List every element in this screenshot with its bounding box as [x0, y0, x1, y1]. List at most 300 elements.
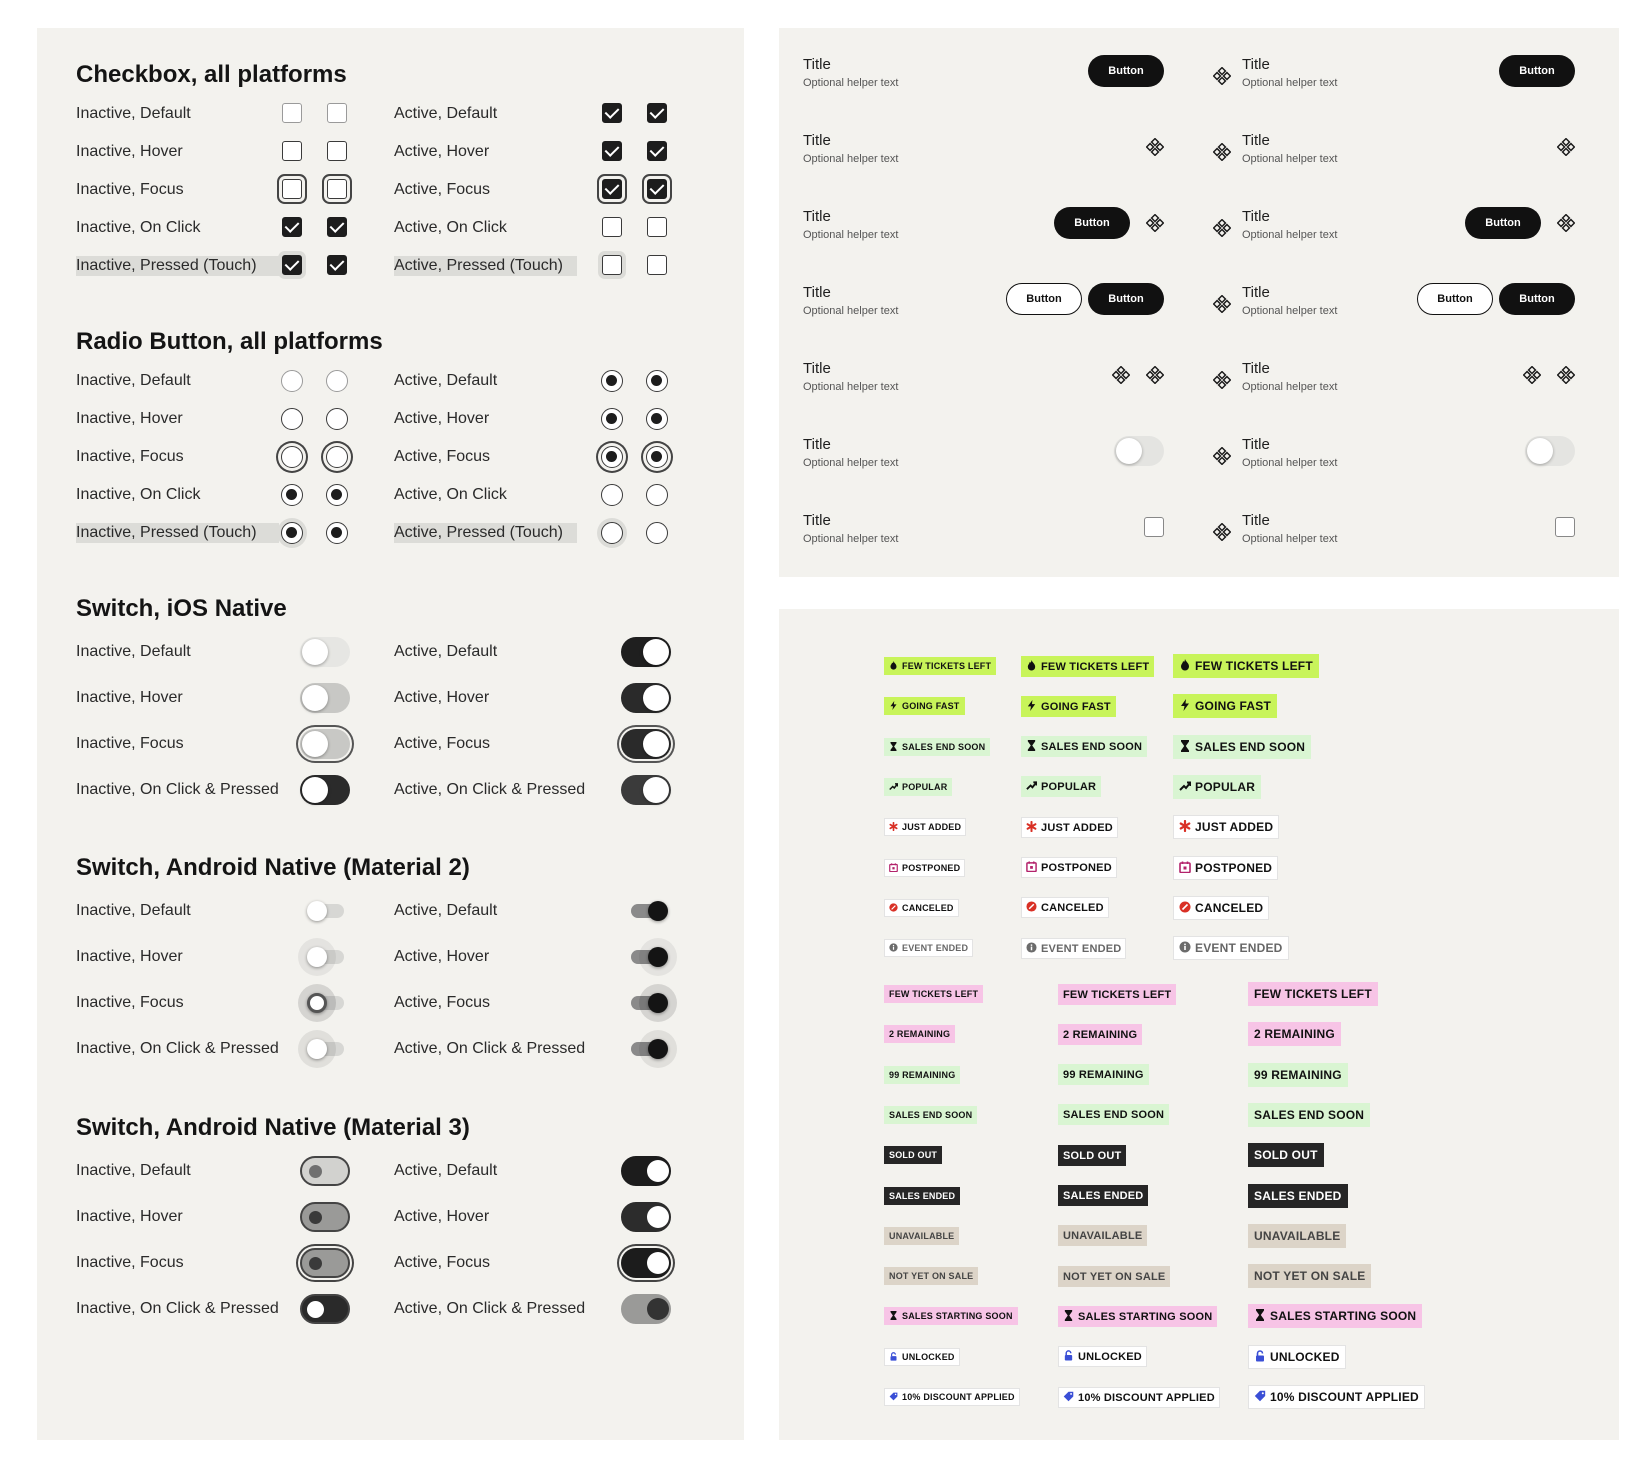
badge-label: POPULAR — [902, 782, 948, 792]
radio-inactive-pressed-label: Inactive, Pressed (Touch) — [76, 523, 279, 543]
ios-switch-section-title: Switch, iOS Native — [76, 595, 287, 622]
checkbox[interactable] — [282, 217, 302, 237]
cancel-icon — [1026, 901, 1037, 915]
sales-end-soon-badge — [884, 1106, 977, 1124]
badge-label: JUST ADDED — [902, 822, 962, 832]
checkbox[interactable] — [602, 141, 622, 161]
canceled-badge — [1173, 896, 1269, 920]
badge-label: GOING FAST — [902, 701, 960, 711]
radio-active-focus-label: Active, Focus — [394, 448, 491, 465]
badge-label: 99 REMAINING — [1063, 1068, 1144, 1081]
bolt-icon — [889, 701, 898, 712]
ios-inactive-focus-label: Inactive, Focus — [76, 735, 184, 752]
unavailable-badge — [1058, 1225, 1147, 1246]
sales-ended-badge — [1058, 1185, 1148, 1206]
info-icon — [1026, 942, 1037, 956]
component-icon — [1213, 447, 1231, 465]
component-icon[interactable] — [1146, 138, 1164, 156]
checkbox[interactable] — [327, 103, 347, 123]
checkbox[interactable] — [282, 141, 302, 161]
checkbox[interactable] — [327, 217, 347, 237]
row-button[interactable]: Button — [1054, 207, 1130, 239]
discount-applied-badge — [1248, 1385, 1425, 1409]
radio-active-onclick-label: Active, On Click — [394, 486, 507, 503]
m2-active-pressed-label: Active, On Click & Pressed — [394, 1040, 586, 1057]
radio-inactive-hover-label: Inactive, Hover — [76, 410, 183, 427]
component-icon — [1213, 143, 1231, 161]
checkbox-active-focus-label: Active, Focus — [394, 181, 491, 198]
few-tickets-left-badge — [1058, 984, 1176, 1005]
m3-inactive-default-label: Inactive, Default — [76, 1162, 191, 1179]
badge-label: SALES END SOON — [902, 742, 986, 752]
bolt-icon — [1179, 699, 1191, 714]
radio-button[interactable] — [646, 446, 668, 468]
row-title: Title — [803, 436, 831, 453]
radio-section-title: Radio Button, all platforms — [76, 328, 383, 355]
going-fast-badge — [1173, 694, 1277, 718]
ios-inactive-default-label: Inactive, Default — [76, 643, 191, 660]
m2-active-focus-label: Active, Focus — [394, 994, 491, 1011]
going-fast-badge — [1021, 696, 1116, 717]
component-icon — [1213, 67, 1231, 85]
radio-button[interactable] — [281, 522, 303, 544]
ios-switch[interactable] — [300, 729, 350, 759]
row-checkbox[interactable] — [1144, 517, 1164, 537]
sold-out-badge — [1058, 1145, 1126, 1166]
row-title: Title — [1242, 208, 1270, 225]
ios-switch[interactable] — [621, 683, 671, 713]
lock-icon — [889, 1352, 898, 1363]
popular-badge — [1173, 775, 1261, 799]
checkbox[interactable] — [327, 179, 347, 199]
row-button[interactable]: Button — [1417, 283, 1493, 315]
row-helper-text: Optional helper text — [803, 153, 899, 165]
going-fast-badge — [884, 697, 965, 715]
few-tickets-left-badge — [1021, 656, 1154, 677]
row-helper-text: Optional helper text — [803, 305, 899, 317]
few-tickets-left-badge — [884, 985, 983, 1003]
radio-button[interactable] — [601, 522, 623, 544]
badge-label: 2 REMAINING — [1254, 1027, 1335, 1041]
row-helper-text: Optional helper text — [803, 229, 899, 241]
badge-label: CANCELED — [1041, 901, 1104, 914]
asterisk-icon — [1179, 820, 1191, 835]
badge-label: SOLD OUT — [1063, 1149, 1122, 1162]
radio-button[interactable] — [281, 446, 303, 468]
row-helper-text: Optional helper text — [1242, 77, 1338, 89]
cancel-icon — [889, 903, 898, 914]
row-helper-text: Optional helper text — [1242, 381, 1338, 393]
checkbox[interactable] — [327, 255, 347, 275]
badge-label: UNLOCKED — [1270, 1350, 1340, 1364]
tag-icon — [889, 1392, 898, 1403]
component-icon — [1213, 295, 1231, 313]
trend-icon — [1026, 780, 1037, 794]
sales-ended-badge — [884, 1187, 960, 1205]
badge-label: JUST ADDED — [1195, 820, 1274, 834]
hourglass-icon — [1179, 740, 1191, 755]
checkbox[interactable] — [282, 255, 302, 275]
badge-label: SALES STARTING SOON — [1078, 1310, 1213, 1323]
hourglass-icon — [1254, 1309, 1266, 1324]
radio-button[interactable] — [326, 408, 348, 430]
material3-switch[interactable] — [621, 1156, 671, 1186]
row-button[interactable]: Button — [1499, 283, 1575, 315]
ios-active-focus-label: Active, Focus — [394, 735, 491, 752]
material3-switch[interactable] — [621, 1248, 671, 1278]
info-icon — [889, 943, 898, 954]
badge-label: UNAVAILABLE — [1254, 1229, 1341, 1243]
radio-button[interactable] — [646, 408, 668, 430]
badge-label: FEW TICKETS LEFT — [1063, 988, 1172, 1001]
row-title: Title — [803, 512, 831, 529]
material3-switch[interactable] — [621, 1202, 671, 1232]
badge-label: POPULAR — [1041, 780, 1097, 793]
m2-active-default-label: Active, Default — [394, 902, 498, 919]
radio-button[interactable] — [646, 370, 668, 392]
radio-button[interactable] — [601, 446, 623, 468]
ios-switch[interactable] — [621, 775, 671, 805]
radio-button[interactable] — [281, 408, 303, 430]
ios-inactive-hover-label: Inactive, Hover — [76, 689, 183, 706]
checkbox[interactable] — [282, 103, 302, 123]
unavailable-badge — [1248, 1224, 1346, 1248]
remaining-count-badge — [1058, 1064, 1149, 1085]
row-title: Title — [1242, 56, 1270, 73]
remaining-count-badge — [1248, 1022, 1341, 1046]
radio-button[interactable] — [601, 408, 623, 430]
checkbox-section-title: Checkbox, all platforms — [76, 61, 347, 88]
row-title: Title — [803, 360, 831, 377]
checkbox[interactable] — [602, 217, 622, 237]
radio-inactive-onclick-label: Inactive, On Click — [76, 486, 201, 503]
trend-icon — [889, 782, 898, 793]
badge-label: 10% DISCOUNT APPLIED — [1078, 1391, 1215, 1404]
material3-switch[interactable] — [300, 1248, 350, 1278]
sold-out-badge — [884, 1146, 942, 1164]
just-added-badge — [1173, 815, 1279, 839]
remaining-count-badge — [1248, 1063, 1348, 1087]
badge-label: 2 REMAINING — [889, 1029, 951, 1039]
badge-label: SALES STARTING SOON — [1270, 1309, 1417, 1323]
badge-label: 99 REMAINING — [889, 1070, 956, 1080]
badge-label: FEW TICKETS LEFT — [902, 661, 992, 671]
remaining-count-badge — [1058, 1024, 1142, 1045]
m2-inactive-hover-label: Inactive, Hover — [76, 948, 183, 965]
component-icon[interactable] — [1146, 366, 1164, 384]
row-button[interactable]: Button — [1465, 207, 1541, 239]
m2-inactive-focus-label: Inactive, Focus — [76, 994, 184, 1011]
checkbox[interactable] — [327, 141, 347, 161]
m2-active-hover-label: Active, Hover — [394, 948, 490, 965]
asterisk-icon — [1026, 821, 1037, 835]
checkbox[interactable] — [647, 217, 667, 237]
badge-label: FEW TICKETS LEFT — [1195, 659, 1313, 673]
material2-switch[interactable] — [631, 950, 665, 964]
material2-switch[interactable] — [310, 1042, 344, 1056]
radio-inactive-default-label: Inactive, Default — [76, 372, 191, 389]
checkbox-active-default-label: Active, Default — [394, 105, 498, 122]
radio-active-hover-label: Active, Hover — [394, 410, 490, 427]
row-helper-text: Optional helper text — [1242, 153, 1338, 165]
badge-label: UNLOCKED — [902, 1352, 955, 1362]
badge-label: GOING FAST — [1195, 699, 1272, 713]
row-title: Title — [803, 132, 831, 149]
checkbox-active-hover-label: Active, Hover — [394, 143, 490, 160]
badge-label: UNLOCKED — [1078, 1350, 1142, 1363]
just-added-badge — [1021, 817, 1118, 838]
radio-button[interactable] — [601, 370, 623, 392]
radio-button[interactable] — [646, 484, 668, 506]
badge-label: GOING FAST — [1041, 700, 1111, 713]
badge-label: FEW TICKETS LEFT — [1041, 660, 1150, 673]
flame-icon — [1026, 660, 1037, 674]
hourglass-icon — [1026, 740, 1037, 754]
checkbox[interactable] — [602, 103, 622, 123]
row-helper-text: Optional helper text — [803, 533, 899, 545]
material2-switch[interactable] — [310, 904, 344, 918]
ios-switch[interactable] — [300, 683, 350, 713]
ios-switch[interactable] — [300, 637, 350, 667]
event-ended-badge — [1173, 936, 1289, 960]
checkbox[interactable] — [602, 255, 622, 275]
postponed-badge — [884, 859, 965, 877]
event-ended-badge — [1021, 938, 1126, 959]
checkbox-active-pressed-label: Active, Pressed (Touch) — [394, 256, 577, 276]
hourglass-icon — [889, 1311, 898, 1322]
material3-switch[interactable] — [621, 1294, 671, 1324]
badge-label: SOLD OUT — [889, 1150, 938, 1160]
sales-end-soon-badge — [1021, 736, 1147, 757]
radio-button[interactable] — [601, 484, 623, 506]
badge-label: CANCELED — [902, 903, 954, 913]
component-icon — [1213, 523, 1231, 541]
radio-inactive-focus-label: Inactive, Focus — [76, 448, 184, 465]
checkbox[interactable] — [647, 255, 667, 275]
unlocked-badge — [884, 1348, 960, 1366]
m3-inactive-focus-label: Inactive, Focus — [76, 1254, 184, 1271]
m3-active-hover-label: Active, Hover — [394, 1208, 490, 1225]
material2-switch[interactable] — [310, 996, 344, 1010]
ios-switch[interactable] — [300, 775, 350, 805]
asterisk-icon — [889, 822, 898, 833]
row-helper-text: Optional helper text — [1242, 229, 1338, 241]
badge-label: NOT YET ON SALE — [1063, 1270, 1166, 1283]
remaining-count-badge — [884, 1066, 960, 1084]
radio-button[interactable] — [281, 484, 303, 506]
badge-label: SALES END SOON — [1041, 740, 1143, 753]
badge-label: SALES STARTING SOON — [902, 1311, 1013, 1321]
few-tickets-left-badge — [1248, 982, 1378, 1006]
radio-button[interactable] — [646, 522, 668, 544]
ios-active-hover-label: Active, Hover — [394, 689, 490, 706]
m3-inactive-pressed-label: Inactive, On Click & Pressed — [76, 1300, 279, 1317]
row-helper-text: Optional helper text — [803, 381, 899, 393]
checkbox-inactive-pressed-label: Inactive, Pressed (Touch) — [76, 256, 279, 276]
row-button[interactable]: Button — [1499, 55, 1575, 87]
radio-active-default-label: Active, Default — [394, 372, 498, 389]
ios-switch[interactable] — [621, 729, 671, 759]
badge-label: EVENT ENDED — [1041, 942, 1122, 955]
row-helper-text: Optional helper text — [803, 77, 899, 89]
hourglass-icon — [1063, 1310, 1074, 1324]
sales-ended-badge — [1248, 1184, 1348, 1208]
checkbox[interactable] — [647, 179, 667, 199]
row-title: Title — [1242, 512, 1270, 529]
badge-label: UNAVAILABLE — [889, 1231, 955, 1241]
material3-switch[interactable] — [300, 1202, 350, 1232]
hourglass-icon — [889, 742, 898, 753]
not-yet-on-sale-badge — [1058, 1266, 1170, 1287]
badge-label: JUST ADDED — [1041, 821, 1113, 834]
badge-label: SALES END SOON — [1254, 1108, 1365, 1122]
row-checkbox[interactable] — [1555, 517, 1575, 537]
trend-icon — [1179, 780, 1191, 795]
component-icon[interactable] — [1112, 366, 1130, 384]
component-icon[interactable] — [1557, 366, 1575, 384]
badge-label: SALES ENDED — [889, 1191, 956, 1201]
row-title: Title — [803, 208, 831, 225]
radio-button[interactable] — [326, 484, 348, 506]
component-icon — [1213, 371, 1231, 389]
row-title: Title — [1242, 132, 1270, 149]
discount-applied-badge — [1058, 1387, 1220, 1408]
calendar-icon — [1026, 861, 1037, 875]
radio-button[interactable] — [326, 522, 348, 544]
component-icon[interactable] — [1523, 366, 1541, 384]
badge-label: SOLD OUT — [1254, 1148, 1318, 1162]
row-button[interactable]: Button — [1088, 283, 1164, 315]
badge-label: EVENT ENDED — [1195, 941, 1283, 955]
sales-end-soon-badge — [1058, 1104, 1169, 1125]
row-button[interactable]: Button — [1088, 55, 1164, 87]
ios-switch[interactable] — [621, 637, 671, 667]
event-ended-badge — [884, 939, 973, 957]
checkbox-active-onclick-label: Active, On Click — [394, 219, 507, 236]
material2-switch[interactable] — [631, 1042, 665, 1056]
few-tickets-left-badge — [884, 657, 996, 675]
material2-switch[interactable] — [310, 950, 344, 964]
bolt-icon — [1026, 700, 1037, 714]
badge-label: POSTPONED — [902, 863, 961, 873]
sales-starting-soon-badge — [1248, 1304, 1422, 1328]
badge-label: NOT YET ON SALE — [889, 1271, 974, 1281]
radio-button[interactable] — [326, 370, 348, 392]
material3-switch[interactable] — [300, 1294, 350, 1324]
radio-button[interactable] — [281, 370, 303, 392]
radio-button[interactable] — [326, 446, 348, 468]
checkbox-inactive-default-label: Inactive, Default — [76, 105, 191, 122]
checkbox-inactive-onclick-label: Inactive, On Click — [76, 219, 201, 236]
flame-icon — [889, 661, 898, 672]
postponed-badge — [1173, 856, 1278, 880]
material2-switch[interactable] — [631, 904, 665, 918]
calendar-icon — [1179, 861, 1191, 876]
row-helper-text: Optional helper text — [803, 457, 899, 469]
lock-icon — [1254, 1350, 1266, 1365]
sold-out-badge — [1248, 1143, 1324, 1167]
canceled-badge — [1021, 897, 1109, 918]
badge-label: CANCELED — [1195, 901, 1264, 915]
badge-label: FEW TICKETS LEFT — [1254, 987, 1372, 1001]
row-helper-text: Optional helper text — [1242, 457, 1338, 469]
few-tickets-left-badge — [1173, 654, 1319, 678]
badge-label: UNAVAILABLE — [1063, 1229, 1143, 1242]
checkbox[interactable] — [647, 141, 667, 161]
component-icon[interactable] — [1557, 138, 1575, 156]
row-helper-text: Optional helper text — [1242, 533, 1338, 545]
remaining-count-badge — [884, 1025, 955, 1043]
row-helper-text: Optional helper text — [1242, 305, 1338, 317]
component-icon[interactable] — [1146, 214, 1164, 232]
sales-starting-soon-badge — [884, 1307, 1018, 1325]
not-yet-on-sale-badge — [1248, 1264, 1371, 1288]
badge-label: EVENT ENDED — [902, 943, 969, 953]
component-icon[interactable] — [1557, 214, 1575, 232]
popular-badge — [884, 778, 952, 796]
just-added-badge — [884, 818, 966, 836]
tag-icon — [1063, 1391, 1074, 1405]
badge-label: SALES ENDED — [1063, 1189, 1144, 1202]
row-title: Title — [1242, 436, 1270, 453]
row-switch[interactable] — [1525, 436, 1575, 466]
m3-inactive-hover-label: Inactive, Hover — [76, 1208, 183, 1225]
postponed-badge — [1021, 857, 1117, 878]
controls-panel — [37, 28, 744, 1440]
ios-active-default-label: Active, Default — [394, 643, 498, 660]
badge-label: POPULAR — [1195, 780, 1256, 794]
lock-icon — [1063, 1350, 1074, 1364]
sales-end-soon-badge — [1248, 1103, 1370, 1127]
checkbox[interactable] — [282, 179, 302, 199]
row-title: Title — [1242, 284, 1270, 301]
canceled-badge — [884, 899, 959, 917]
material2-switch[interactable] — [631, 996, 665, 1010]
badge-label: 10% DISCOUNT APPLIED — [1270, 1390, 1419, 1404]
discount-applied-badge — [884, 1388, 1020, 1406]
badge-label: SALES ENDED — [1254, 1189, 1342, 1203]
badge-label: SALES END SOON — [1063, 1108, 1165, 1121]
tag-icon — [1254, 1390, 1266, 1405]
checkbox[interactable] — [647, 103, 667, 123]
badge-label: 2 REMAINING — [1063, 1028, 1138, 1041]
badge-label: POSTPONED — [1041, 861, 1112, 874]
ios-inactive-pressed-label: Inactive, On Click & Pressed — [76, 781, 279, 798]
row-switch[interactable] — [1114, 436, 1164, 466]
unlocked-badge — [1058, 1346, 1147, 1367]
sales-starting-soon-badge — [1058, 1306, 1217, 1327]
badge-label: 99 REMAINING — [1254, 1068, 1342, 1082]
badge-label: FEW TICKETS LEFT — [889, 989, 979, 999]
badge-label: SALES END SOON — [889, 1110, 973, 1120]
material3-switch[interactable] — [300, 1156, 350, 1186]
m2-inactive-default-label: Inactive, Default — [76, 902, 191, 919]
radio-active-pressed-label: Active, Pressed (Touch) — [394, 523, 577, 543]
checkbox-inactive-focus-label: Inactive, Focus — [76, 181, 184, 198]
m3-active-focus-label: Active, Focus — [394, 1254, 491, 1271]
badge-label: 10% DISCOUNT APPLIED — [902, 1392, 1015, 1402]
list-row-variants-panel — [779, 28, 1619, 577]
m3-active-pressed-label: Active, On Click & Pressed — [394, 1300, 586, 1317]
calendar-icon — [889, 863, 898, 874]
row-button[interactable]: Button — [1006, 283, 1082, 315]
ios-active-pressed-label: Active, On Click & Pressed — [394, 781, 586, 798]
m2-inactive-pressed-label: Inactive, On Click & Pressed — [76, 1040, 279, 1057]
checkbox[interactable] — [602, 179, 622, 199]
cancel-icon — [1179, 901, 1191, 916]
not-yet-on-sale-badge — [884, 1267, 978, 1285]
badge-label: POSTPONED — [1195, 861, 1273, 875]
